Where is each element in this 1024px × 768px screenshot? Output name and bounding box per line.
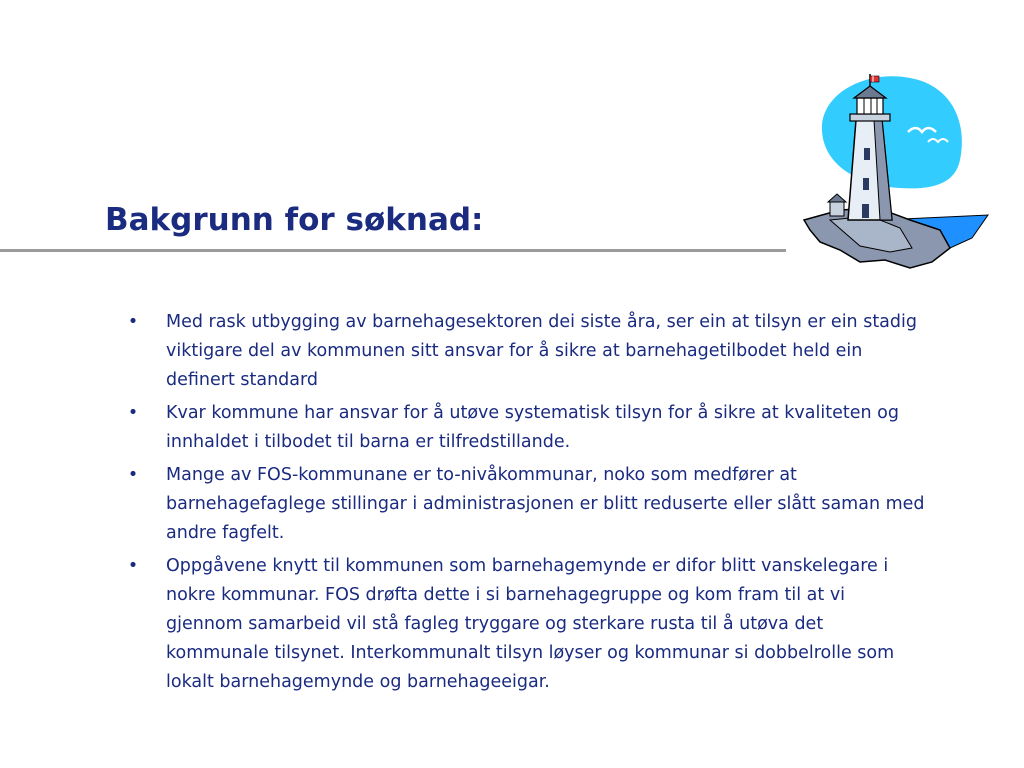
bullet-marker: • (127, 556, 139, 576)
list-item (127, 308, 927, 395)
list-item (127, 552, 927, 697)
title-divider (0, 249, 786, 252)
bullet-text: Mange av FOS-kommunane er to-nivåkommunar, noko som medfører at barnehagefaglege stillingar i administrasjonen er blitt reduserte eller slått saman med andre fagfelt. (166, 465, 925, 543)
bullet-text: Kvar kommune har ansvar for å utøve systematisk tilsyn for å sikre at kvaliteten og innhaldet i tilbodet til barna er tilfredstillande. (166, 403, 899, 452)
bullet-marker: • (127, 403, 139, 423)
bullet-marker: • (127, 465, 139, 485)
slide-title: Bakgrunn for søknad: (105, 202, 484, 238)
list-item (127, 399, 927, 457)
lighthouse-icon (800, 70, 992, 270)
bullet-list (127, 308, 927, 701)
bullet-marker: • (127, 312, 139, 332)
bullet-text: Oppgåvene knytt til kommunen som barnehagemynde er difor blitt vanskelegare i nokre kommunar. FOS drøfta dette i si barnehagegruppe og kom fram til at vi gjennom samarbeid vil stå fagleg tryggare og sterkare rusta til å utøva det kommunale tilsynet. Interkommunalt tilsyn løyser og kommunar si dobbelrolle som lokalt barnehagemynde og barnehageeigar. (166, 556, 895, 692)
bullet-text: Med rask utbygging av barnehagesektoren dei siste åra, ser ein at tilsyn er ein stadig viktigare del av kommunen sitt ansvar for å sikre at barnehagetilbodet held ein definert standard (166, 312, 917, 390)
list-item (127, 461, 927, 548)
